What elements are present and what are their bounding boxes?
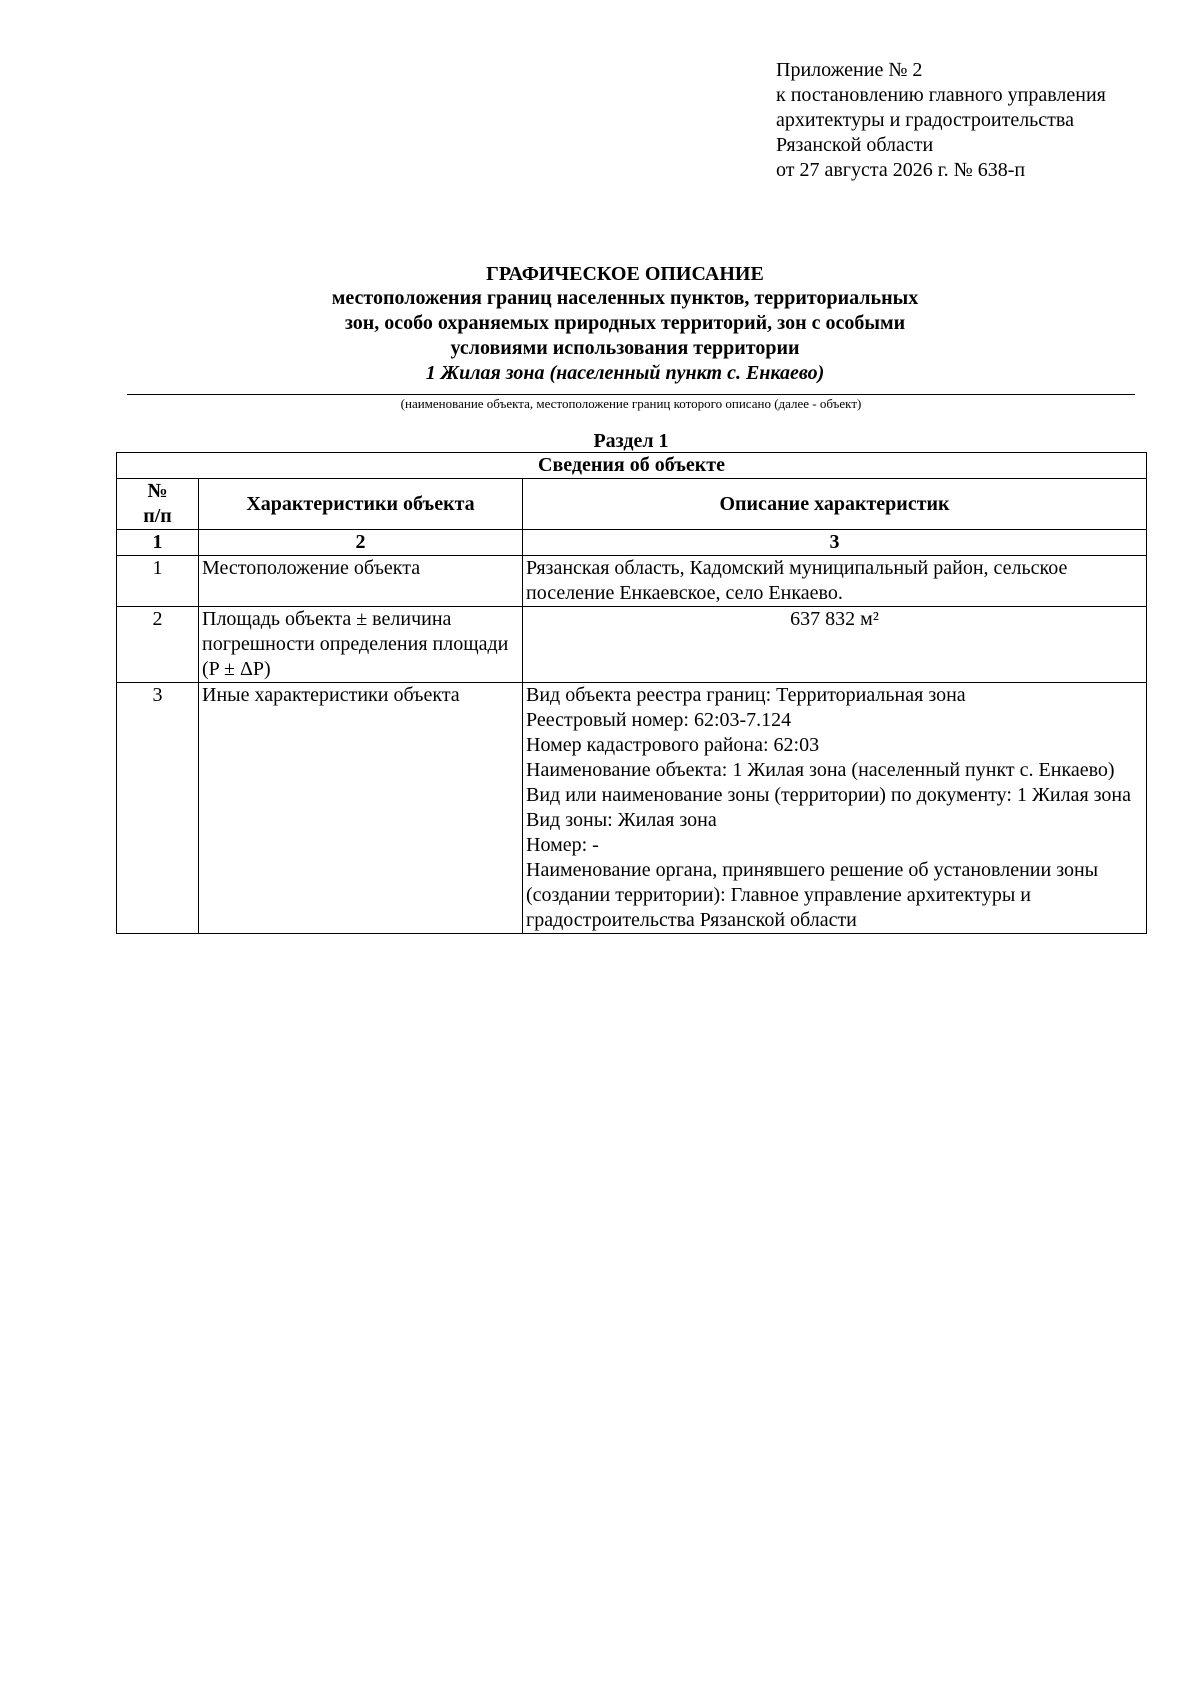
table-row xyxy=(117,556,1147,607)
row-index: 3 xyxy=(117,683,199,934)
header-number-line-1: № xyxy=(147,480,168,502)
description-line: Реестровый номер: 62:03-7.124 xyxy=(526,709,792,731)
description-line: Вид или наименование зоны (территории) по документу: 1 Жилая зона xyxy=(526,784,1132,806)
description-line: (создании территории): Главное управление архитектуры и xyxy=(526,884,1032,906)
description-line: Вид объекта реестра границ: Территориальная зона xyxy=(526,684,966,706)
appendix-date: от 27 августа 2026 г. № 638-п xyxy=(776,159,1026,181)
area-value: 637 832 м² xyxy=(523,607,1147,683)
header-description: Описание характеристик xyxy=(523,479,1147,530)
section-title: Раздел 1 xyxy=(593,430,669,452)
table-row xyxy=(117,683,1147,934)
description-line: Рязанская область, Кадомский муниципальный район, сельское xyxy=(526,557,1068,579)
table-header-row xyxy=(117,479,1147,530)
object-name-caption: (наименование объекта, местоположение границ которого описано (далее - объект) xyxy=(400,396,862,411)
table-row xyxy=(117,607,1147,683)
document-title: ГРАФИЧЕСКОЕ ОПИСАНИЕ xyxy=(486,263,764,285)
row-index: 1 xyxy=(117,556,199,607)
description-line: Номер кадастрового района: 62:03 xyxy=(526,734,820,756)
appendix-reference: к постановлению главного управления xyxy=(776,84,1106,106)
document-subtitle-line-1: местоположения границ населенных пунктов, территориальных xyxy=(331,287,919,309)
description-line: Наименование объекта: 1 Жилая зона (населенный пункт с. Енкаево) xyxy=(526,759,1115,781)
document-subtitle-line-3: условиями использования территории xyxy=(450,337,800,359)
description-line: поселение Енкаевское, село Енкаево. xyxy=(526,582,843,604)
document-subtitle-line-2: зон, особо охраняемых природных территорий, зон с особыми xyxy=(344,312,906,334)
appendix-authority: архитектуры и градостроительства xyxy=(776,109,1074,131)
appendix-region: Рязанской области xyxy=(776,134,934,156)
header-characteristics: Характеристики объекта xyxy=(199,479,523,530)
row-description xyxy=(523,556,1147,607)
description-line: Номер: - xyxy=(526,834,599,856)
row-characteristic: Местоположение объекта xyxy=(199,556,523,607)
table-caption-row xyxy=(117,453,1147,479)
row-characteristic: Иные характеристики объекта xyxy=(199,683,523,934)
characteristic-line: (P ± ΔP) xyxy=(202,658,271,680)
row-characteristic xyxy=(199,607,523,683)
description-line: Вид зоны: Жилая зона xyxy=(526,809,717,831)
characteristic-line: погрешности определения площади xyxy=(202,633,509,655)
header-number xyxy=(117,479,199,530)
document-title-block xyxy=(116,262,1134,386)
header-number-line-2: п/п xyxy=(143,505,172,527)
appendix-number: Приложение № 2 xyxy=(776,59,923,81)
column-number: 1 xyxy=(117,530,199,556)
row-index: 2 xyxy=(117,607,199,683)
description-line: градостроительства Рязанской области xyxy=(526,909,857,931)
table-caption: Сведения об объекте xyxy=(117,453,1147,479)
row-description xyxy=(523,683,1147,934)
title-underline xyxy=(127,394,1135,395)
appendix-header xyxy=(776,58,1176,183)
object-info-table xyxy=(116,452,1147,934)
characteristic-line: Площадь объекта ± величина xyxy=(202,608,452,630)
description-line: Наименование органа, принявшего решение об установлении зоны xyxy=(526,859,1099,881)
column-number: 3 xyxy=(523,530,1147,556)
column-number: 2 xyxy=(199,530,523,556)
object-name: 1 Жилая зона (населенный пункт с. Енкаево) xyxy=(425,362,825,384)
column-number-row xyxy=(117,530,1147,556)
